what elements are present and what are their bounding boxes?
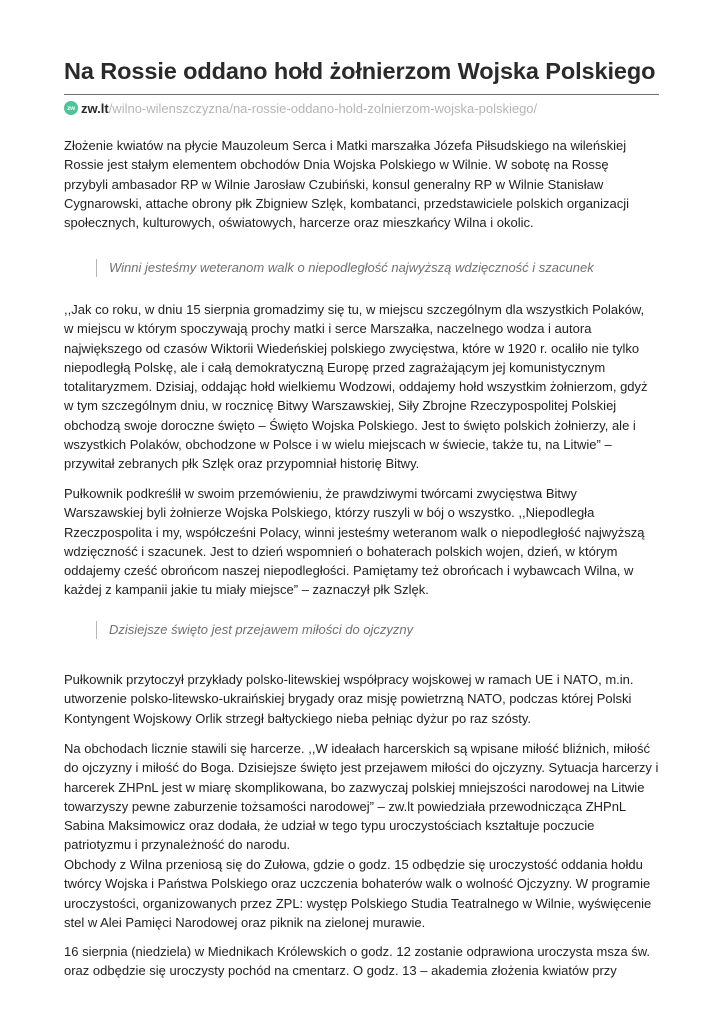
paragraph-line: niepodległą Polskę, ale i całą demokratyczną Europę przed zagrażającym jej komunistycznym (64, 359, 606, 375)
paragraph-6 (64, 855, 664, 932)
paragraph-line: uroczystości, organizowanych przez ZPL: występ Polskiego Studia Teatralnego w Wilnie, wyświęcenie (64, 895, 652, 911)
paragraph-line: przybyli ambasador RP w Wilnie Jarosław Czubiński, konsul generalny RP w Wilnie Stanisław (64, 176, 604, 192)
paragraph-5 (64, 739, 664, 855)
paragraph-line: 16 sierpnia (niedziela) w Miednikach Królewskich o godz. 12 zostanie odprawiona uroczysta msza św. (64, 944, 651, 959)
paragraph-line: obchodzą swoje doroczne święto – Święto Wojska Polskiego. Jest to święto polskich żołnierzy, ale i (64, 417, 636, 433)
title-divider (64, 94, 659, 95)
paragraph-line: w miejscu w którym spoczywają prochy matki i serce Marszałka, naczelnego wodza i autora (64, 321, 592, 337)
paragraph-line: Na obchodach licznie stawili się harcerze. ,,W ideałach harcerskich są wpisane miłość bliźnich, miłość (64, 741, 650, 756)
paragraph-line: przywitał zebranych płk Szlęk oraz przypomniał historię Bitwy. (64, 456, 420, 472)
source-link[interactable] (64, 100, 537, 116)
paragraph-line: harcerek ZHPnL jest w miarę skomplikowana, bo zazwyczaj polskiej mniejszości narodowej na Litwie (64, 779, 645, 795)
paragraph-line: Złożenie kwiatów na płycie Mauzoleum Serca i Matki marszałka Józefa Piłsudskiego na wileńskiej (64, 138, 627, 153)
paragraph-line: największego od czasów Wiktorii Wiedeńskiej polskiego zwycięstwa, które w 1920 r. ocaliło nie tylko (64, 340, 640, 356)
paragraph-1 (64, 136, 664, 232)
paragraph-line: twórcy Wojska i Państwa Polskiego oraz uczczenia bohaterów walk o wolność Ojczyzny. W programie (64, 876, 651, 892)
pull-quote-2: Dzisiejsze święto jest przejawem miłości do ojczyzny (96, 621, 413, 639)
paragraph-line: Rossie jest stałym elementem obchodów Dnia Wojska Polskiego w Wilnie. W sobotę na Rossę (64, 157, 609, 173)
paragraph-line: totalitaryzmem. Dzisiaj, oddając hołd wielkiemu Wodzowi, oddajemy hołd wszystkim żołnierzom, gdyż (64, 379, 648, 395)
source-domain[interactable]: zw.lt (81, 100, 109, 116)
paragraph-line: Obchody z Wilna przeniosą się do Zułowa, gdzie o godz. 15 odbędzie się uroczystość oddania hołdu (64, 857, 643, 872)
paragraph-line: Pułkownik podkreślił w swoim przemówieniu, że prawdziwymi twórcami zwycięstwa Bitwy (64, 486, 577, 501)
paragraph-line: utworzenie polsko-litewsko-ukraińskiej brygady oraz misję powietrzną NATO, podczas której Polski (64, 691, 632, 707)
paragraph-line: wdzięczność i szacunek. Jest to dzień wspomnień o bohaterach polskich wojen, dzień, w którym (64, 543, 618, 559)
paragraph-line: Sabina Maksimowicz oraz dodała, że udział w tego typu uroczystościach kształtuje poczucie (64, 818, 595, 834)
paragraph-7 (64, 942, 664, 981)
paragraph-line: Cygnarowski, attache obrony płk Zbigniew Szlęk, kombatanci, przedstawiciele polskich organizacji (64, 195, 630, 211)
paragraph-2 (64, 300, 664, 474)
paragraph-4 (64, 670, 664, 728)
paragraph-line: stel w Alei Pamięci Narodowej oraz piknik na zielonej murawie. (64, 914, 426, 930)
paragraph-line: Rzeczpospolita i my, współcześni Polacy, winni jesteśmy weteranom walk o niepodległość najwyższą (64, 524, 645, 540)
paragraph-line: towarzyszy pewne zaburzenie tożsamości narodowej” – zw.lt powiedziała przewodnicząca ZHPnL (64, 798, 627, 814)
paragraph-line: patriotyzmu i przynależność do narodu. (64, 837, 291, 853)
paragraph-line: Pułkownik przytoczył przykłady polsko-litewskiej współpracy wojskowej w ramach UE i NATO, m.in. (64, 672, 634, 687)
paragraph-line: do ojczyzny i miłość do Boga. Dzisiejsze święto jest przejawem miłości do ojczyzny. Sytuacja harcerzy i (64, 760, 659, 776)
paragraph-line: społecznych, kulturowych, oświatowych, harcerze oraz mieszkańcy Wilna i okolic. (64, 215, 534, 231)
source-path[interactable]: /wilno-wilenszczyzna/na-rossie-oddano-hold-zolnierzom-wojska-polskiego/ (108, 100, 538, 116)
paragraph-3 (64, 484, 664, 600)
paragraph-line: wszystkich Polaków, obchodzone w Polsce i w wielu miejscach w świecie, także tu, na Litwie” – (64, 437, 612, 453)
paragraph-line: każdej z kampanii jakie tu miały miejsce” – zaznaczył płk Szlęk. (64, 582, 429, 598)
zw-logo-icon: zw (64, 101, 78, 115)
paragraph-line: oraz odbędzie się uroczysty pochód na cmentarz. O godz. 13 – akademia złożenia kwiatów przy (64, 963, 617, 979)
paragraph-line: ,,Jak co roku, w dniu 15 sierpnia gromadzimy się tu, w miejscu szczególnym dla wszystkich Polaków, (64, 302, 645, 317)
paragraph-line: Kontyngent Wojskowy Orlik strzegł bałtyckiego nieba pełniąc dyżur po raz szósty. (64, 710, 532, 726)
pull-quote-1: Winni jesteśmy weteranom walk o niepodległość najwyższą wdzięczność i szacunek (96, 259, 594, 277)
article-title: Na Rossie oddano hołd żołnierzom Wojska Polskiego (64, 58, 656, 84)
paragraph-line: w tym szczególnym dniu, w rocznicę Bitwy Warszawskiej, Siły Zbrojne Rzeczypospolitej Polskiej (64, 398, 617, 414)
paragraph-line: oddajemy cześć obrońcom naszej niepodległości. Pamiętamy też obrońcach i wybawcach Wilna, w (64, 563, 634, 579)
paragraph-line: Warszawskiej byli żołnierze Wojska Polskiego, którzy ruszyli w bój o wszystko. ,,Niepodległa (64, 505, 595, 521)
